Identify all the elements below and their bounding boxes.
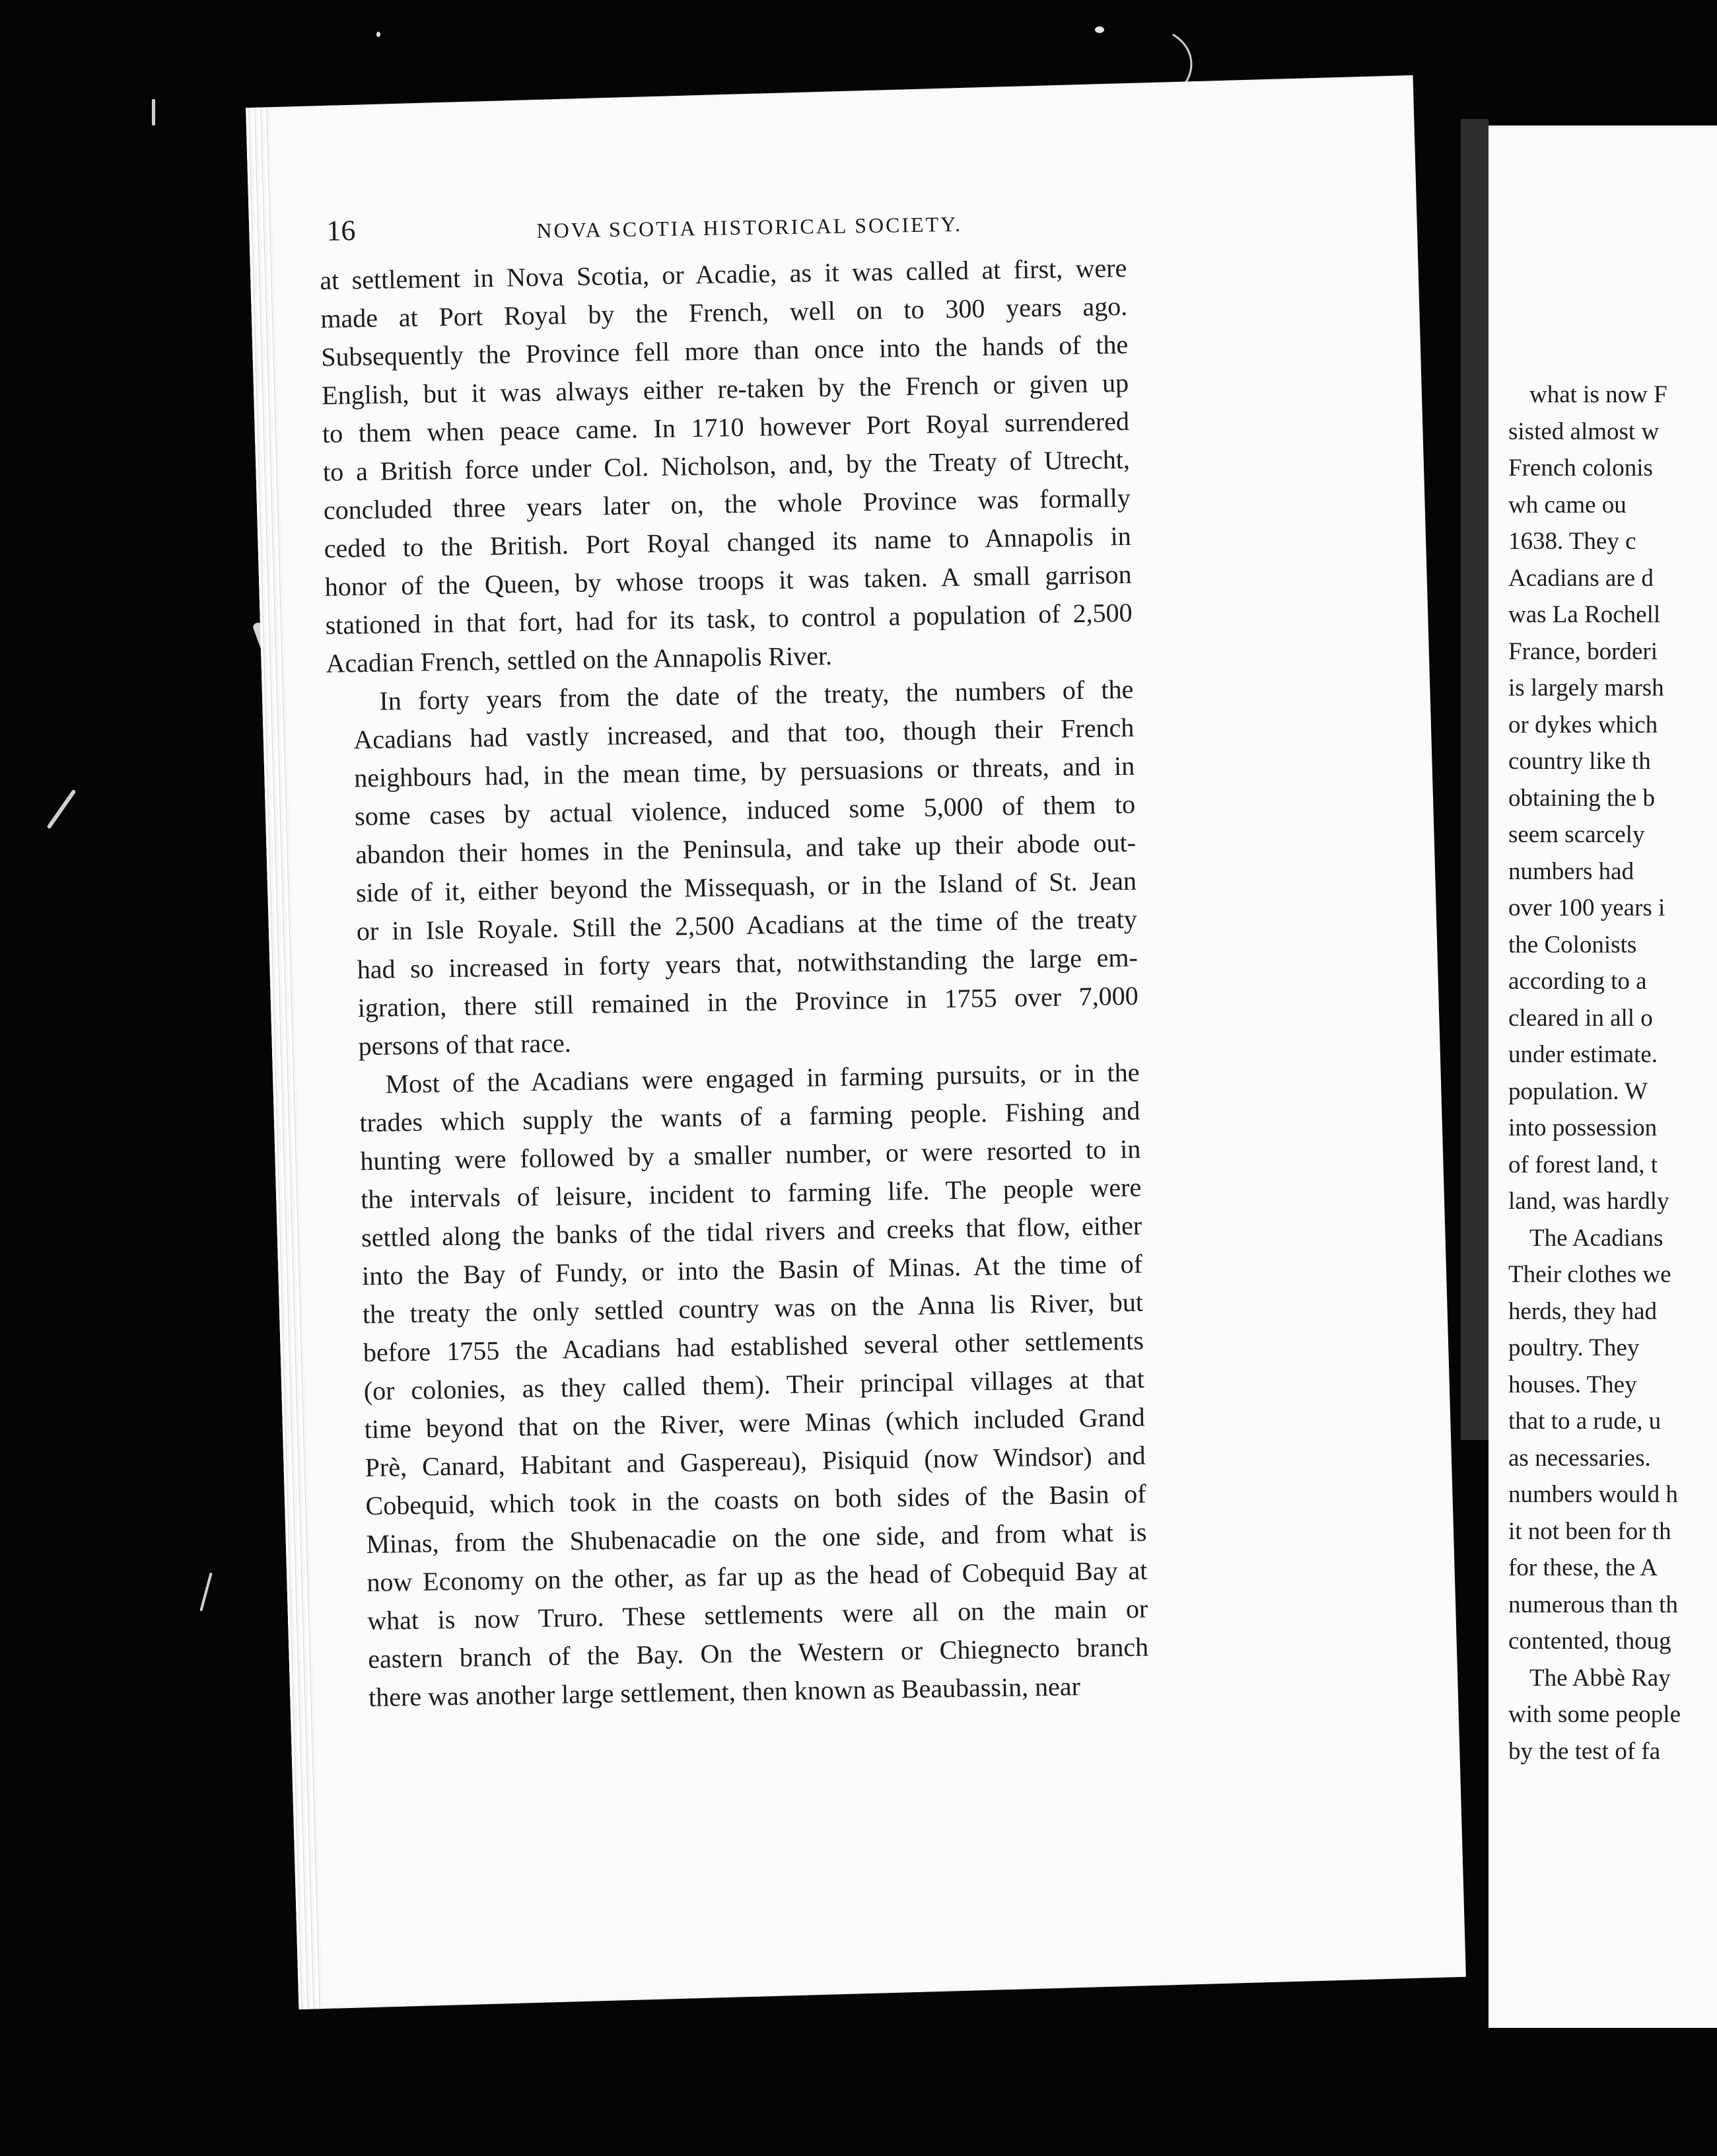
text-line: In forty years from the date of the treaty, the numbers of the (379, 674, 1134, 716)
text-line: trades which supply the wants of a farming people. Fishing and (359, 1095, 1140, 1138)
text-line: neighbours had, in the mean time, by persuasions or threats, and in (353, 750, 1135, 793)
text-line: with some people (1508, 1701, 1681, 1728)
text-line: wh came ou (1508, 491, 1627, 519)
book-gutter (1461, 119, 1489, 1440)
text-line: hunting were followed by a smaller number, or were resorted to in (360, 1133, 1141, 1176)
text-line: 1638. They c (1508, 528, 1636, 555)
text-line: Acadians are d (1508, 564, 1654, 592)
paragraph (326, 670, 1139, 1066)
text-line: that to a rude, u (1508, 1408, 1662, 1435)
text-line: eastern branch of the Bay. On the Western or Chiegnecto branch (367, 1632, 1149, 1674)
paragraph (332, 1054, 1149, 1717)
text-line: to them when peace came. In 1710 however Port Royal surrendered (322, 406, 1130, 449)
text-line: poultry. They (1508, 1334, 1640, 1361)
text-line: what is now F (1529, 381, 1667, 408)
text-line: stationed in that fort, had for its task, to control a population of 2,500 (325, 597, 1133, 640)
text-line: had so increased in forty years that, notwithstanding the large em- (357, 942, 1139, 985)
text-line: contented, thoug (1508, 1628, 1671, 1655)
text-line: before 1755 the Acadians had established several other settlements (363, 1325, 1144, 1368)
body-text (320, 249, 1149, 1717)
scan-speck (152, 99, 155, 126)
text-line: to a British force under Col. Nicholson, and, by the Treaty of Utrecht, (322, 444, 1131, 487)
text-line: Acadians had vastly increased, and that too, though their French (353, 712, 1135, 755)
text-line: English, but it was always either re-taken by the French or given up (321, 367, 1129, 410)
text-line: Subsequently the Province fell more than once into the hands of the (320, 329, 1129, 372)
page-number: 16 (326, 214, 356, 247)
text-line: as necessaries. (1508, 1444, 1651, 1472)
text-line: made at Port Royal by the French, well on to 300 years ago. (320, 291, 1128, 334)
text-line: numbers had (1508, 857, 1634, 885)
text-line: honor of the Queen, by whose troops it was taken. A small garrison (324, 559, 1132, 602)
text-line: under estimate. (1508, 1041, 1658, 1068)
text-line: what is now Truro. These settlements were all on the main or (367, 1593, 1148, 1636)
text-line: of forest land, t (1508, 1151, 1658, 1178)
text-line: numbers would h (1508, 1481, 1678, 1508)
right-page (1489, 126, 1717, 2028)
text-line: time beyond that on the River, were Minas (which included Grand (364, 1402, 1145, 1445)
text-line: there was another large settlement, then known as Beaubassin, near (368, 1671, 1081, 1713)
text-line: now Economy on the other, as far up as the head of Cobequid Bay at (367, 1555, 1148, 1598)
text-line: seem scarcely (1508, 821, 1645, 848)
scan-speck (1095, 26, 1104, 33)
text-line: Acadian French, settled on the Annapolis River. (326, 640, 833, 678)
text-line: at settlement in Nova Scotia, or Acadie, as it was called at first, were (320, 252, 1127, 295)
text-line: country like th (1508, 748, 1651, 775)
text-line: was La Rochell (1508, 601, 1661, 628)
right-page-text (1508, 377, 1717, 1770)
text-line: into the Bay of Fundy, or into the Basin of Minas. At the time of (361, 1248, 1143, 1291)
scan-speck (376, 32, 380, 37)
text-line: Minas, from the Shubenacadie on the one side, and from what is (366, 1517, 1147, 1560)
text-line: (or colonies, as they called them). Their principal villages at that (363, 1363, 1145, 1406)
text-line: the treaty the only settled country was on the Anna lis River, but (362, 1287, 1144, 1330)
text-line: the Colonists (1508, 931, 1637, 958)
text-line: or dykes which (1508, 711, 1658, 738)
text-line: according to a (1508, 968, 1647, 995)
text-line: Prè, Canard, Habitant and Gaspereau), Pisiquid (now Windsor) and (365, 1440, 1146, 1483)
page-edges (246, 107, 322, 2009)
text-line: settled along the banks of the tidal rivers and creeks that flow, either (361, 1210, 1142, 1253)
text-line: the intervals of leisure, incident to farming life. The people were (360, 1172, 1142, 1215)
text-line: or in Isle Royale. Still the 2,500 Acadians at the time of the treaty (356, 904, 1138, 947)
text-line: herds, they had (1508, 1297, 1658, 1325)
text-line: land, was hardly (1508, 1188, 1669, 1215)
text-line: into possession (1508, 1114, 1658, 1141)
text-line: numerous than th (1508, 1591, 1678, 1618)
text-line: French colonis (1508, 454, 1653, 482)
text-line: France, borderi (1508, 637, 1658, 665)
text-line: Cobequid, which took in the coasts on both sides of the Basin of (365, 1478, 1146, 1521)
text-line: Their clothes we (1508, 1261, 1671, 1288)
scan-speck (46, 789, 76, 830)
text-line: The Acadians (1529, 1224, 1664, 1252)
text-line: persons of that race. (358, 1028, 572, 1061)
scan-speck (199, 1573, 212, 1612)
text-line: over 100 years i (1508, 894, 1665, 921)
text-line: by the test of fa (1508, 1737, 1661, 1765)
text-line: cleared in all o (1508, 1004, 1653, 1032)
text-line: abandon their homes in the Peninsula, and take up their abode out- (355, 827, 1137, 870)
running-head: NOVA SCOTIA HISTORICAL SOCIETY. (536, 211, 963, 242)
text-line: is largely marsh (1508, 674, 1664, 701)
text-line: Most of the Acadians were engaged in farming pursuits, or in the (385, 1057, 1140, 1099)
paragraph (320, 249, 1133, 683)
text-line: some cases by actual violence, induced some 5,000 of them to (354, 789, 1136, 832)
text-line: obtaining the b (1508, 784, 1655, 812)
text-line: igration, there still remained in the Province in 1755 over 7,000 (357, 980, 1139, 1023)
text-line: ceded to the British. Port Royal changed its name to Annapolis in (324, 521, 1132, 563)
text-line: side of it, either beyond the Missequash, or in the Island of St. Jean (355, 865, 1137, 908)
text-line: for these, the A (1508, 1554, 1658, 1581)
text-line: houses. They (1508, 1371, 1637, 1398)
text-line: concluded three years later on, the whole Province was formally (323, 482, 1131, 525)
text-line: population. W (1508, 1077, 1648, 1105)
text-line: The Abbè Ray (1529, 1664, 1671, 1692)
text-line: it not been for th (1508, 1517, 1671, 1545)
text-line: sisted almost w (1508, 417, 1660, 445)
